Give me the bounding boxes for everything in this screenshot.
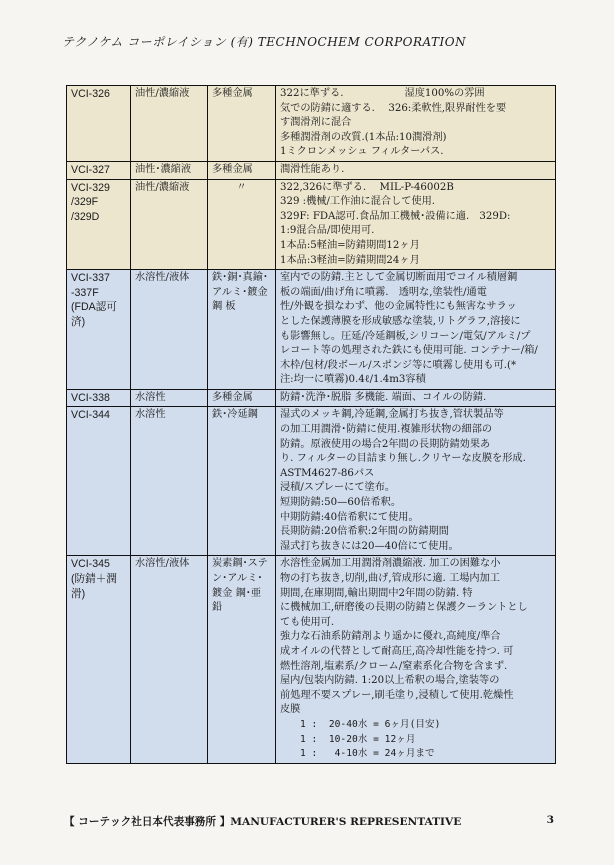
product-description (276, 407, 556, 556)
dilution-ratio-line: 1 : 20-40水 = 6ヶ月(目安) (300, 718, 441, 730)
table-row (67, 86, 556, 162)
description-line: 329F: FDA認可.食品加工機械･設備に適. 329D: (280, 210, 511, 222)
description-line: 322に準ずる. 湿度100%の雰囲 (280, 88, 485, 99)
product-code: VCI-337 -337F (FDA認可済) (67, 270, 131, 390)
description-line: 水溶性金属加工用潤滑剤濃縮液. 加工の困難な小 (280, 558, 501, 570)
description-line: 気での防錆に適する. 326:柔軟性,限界耐性を要 (280, 102, 507, 114)
product-code: VCI-338 (67, 389, 131, 407)
page-number: 3 (546, 814, 554, 826)
description-line: 期間,在庫期間,輸出期間中2年間の防錆. 特 (280, 587, 473, 599)
description-line: とした保護薄膜を形成敏感な塗装,リトグラフ,溶接に (280, 315, 521, 327)
applicable-metal: 鉄･冷延鋼 (208, 407, 276, 556)
product-description (276, 556, 556, 763)
description-line: 1:9混合品/即使用可. (280, 225, 375, 237)
table-row (67, 389, 556, 407)
description-line: 潤滑性能あり. (280, 163, 345, 175)
description-line: に機械加工,研磨後の長期の防錆と保護クーラントとし (280, 602, 528, 614)
description-line: 1本品:5軽油=防錆期間12ヶ月 (280, 239, 420, 251)
product-code: VCI-344 (67, 407, 131, 556)
product-description (276, 86, 556, 162)
description-line: 浸積/スプレーにて塗布。 (280, 482, 396, 494)
description-line: 長期防錆:20倍希釈:2年間の防錆期間 (280, 526, 449, 538)
product-type: 水溶性 (131, 407, 208, 556)
applicable-metal: 鉄･銅･真鍮･ アルミ･鍍金鋼 板 (208, 270, 276, 390)
product-type: 油性/濃縮液 (131, 179, 208, 270)
product-type: 水溶性/液体 (131, 556, 208, 763)
description-line: 燃性溶剤,塩素系/クローム/窒素系化合物を含まず. (280, 660, 508, 672)
description-line: 前処理不要スプレー,刷毛塗り,浸積して使用.乾燥性 (280, 689, 514, 701)
description-line: 湿式打ち抜きには20—40倍にて使用。 (280, 540, 459, 552)
description-line: す潤滑剤に混合 (280, 117, 352, 129)
dilution-ratio-line: 1 : 10-20水 = 12ヶ月 (300, 733, 416, 745)
product-description (276, 161, 556, 179)
description-line: 屋内/包装内防錆. 1:20以上希釈の場合,塗装等の (280, 675, 500, 687)
description-line: 皮膜 (280, 704, 301, 716)
description-line: 中期防錆:40倍希釈にて使用。 (280, 511, 419, 523)
letterhead: テクノケム コーポレイション (有) TECHNOCHEM CORPORATION (62, 35, 467, 49)
description-line: 1ミクロンメッシュ フィルターパス. (280, 146, 444, 158)
description-line: 322,326に準ずる. MIL-P-46002B (280, 181, 454, 193)
description-line: 強力な石油系防錆剤より遥かに優れ,高純度/準合 (280, 631, 501, 643)
description-line: レコート等の処理された鉄にも使用可能. コンテナー/箱/ (280, 345, 538, 357)
product-code: VCI-327 (67, 161, 131, 179)
product-type: 油性･濃縮液 (131, 161, 208, 179)
table-row (67, 270, 556, 390)
product-table-body (67, 86, 556, 764)
description-line: 成オイルの代替として耐高圧,高冷却性能を持つ. 可 (280, 645, 514, 657)
description-line: 注:均一に噴霧)0.4ℓ/1.4m3容積 (280, 374, 426, 386)
table-row (67, 161, 556, 179)
description-line: 1本品:3軽油=防錆期間24ヶ月 (280, 254, 420, 266)
product-code: VCI-326 (67, 86, 131, 162)
product-type: 水溶性 (131, 389, 208, 407)
footer (64, 814, 554, 829)
description-line: 性/外観を損なわず、他の金属特性にも無害なサラッ (280, 301, 517, 313)
footer-representative: 【 コーテック社日本代表事務所 】MANUFACTURER'S REPRESENTATIVE (64, 816, 462, 828)
description-line: ても使用可. (280, 616, 335, 628)
product-description (276, 270, 556, 390)
applicable-metal: 多種金属 (208, 86, 276, 162)
description-line: ASTM4627-86パス (280, 467, 375, 479)
description-line: 木枠/包材/段ボール/スポンジ等に噴霧し使用も可.(* (280, 359, 517, 371)
product-description (276, 179, 556, 270)
description-line: り. フィルターの目詰まり無し.クリヤーな皮膜を形成. (280, 453, 526, 465)
description-line: 防錆･洗浄･脱脂 多機能. 端面、コイルの防錆. (280, 391, 487, 403)
product-code: VCI-329 /329F /329D (67, 179, 131, 270)
product-type: 油性/濃縮液 (131, 86, 208, 162)
description-line: 多種潤滑剤の改質.(1本品:10潤滑剤) (280, 131, 447, 143)
applicable-metal: 〃 (208, 179, 276, 270)
table-row (67, 556, 556, 763)
description-line: 短期防錆:50—60倍希釈。 (280, 497, 402, 509)
applicable-metal: 多種金属 (208, 161, 276, 179)
description-line: 物の打ち抜き,切削,曲げ,管成形に適. 工場内加工 (280, 573, 500, 584)
description-line: 湿式のメッキ鋼,冷延鋼,金属打ち抜き,管状製品等 (280, 409, 504, 421)
product-table (66, 85, 556, 764)
description-line: 329 :機械/工作油に混合して使用. (280, 196, 436, 208)
product-type: 水溶性/液体 (131, 270, 208, 390)
product-code: VCI-345 (防錆＋潤滑) (67, 556, 131, 763)
applicable-metal: 炭素鋼･ステ ン･アルミ･鍍金 鋼･亜鉛 (208, 556, 276, 763)
table-row (67, 407, 556, 556)
applicable-metal: 多種金属 (208, 389, 276, 407)
table-row (67, 179, 556, 270)
description-line: の加工用潤滑･防錆に使用.複雑形状物の細部の (280, 424, 493, 436)
description-line: 板の端面/曲げ角に噴霧. 透明な,塗装性/通電 (280, 286, 487, 298)
product-description (276, 389, 556, 407)
dilution-ratio-line: 1 : 4-10水 = 24ヶ月まで (300, 748, 435, 760)
description-line: も影響無し。圧延/冷延鋼板,シリコーン/電気/アルミ/プ (280, 330, 531, 342)
description-line: 防錆。原液使用の場合2年間の長期防錆効果あ (280, 438, 491, 450)
description-line: 室内での防錆.主として金属切断面用でコイル積層鋼 (280, 272, 518, 284)
